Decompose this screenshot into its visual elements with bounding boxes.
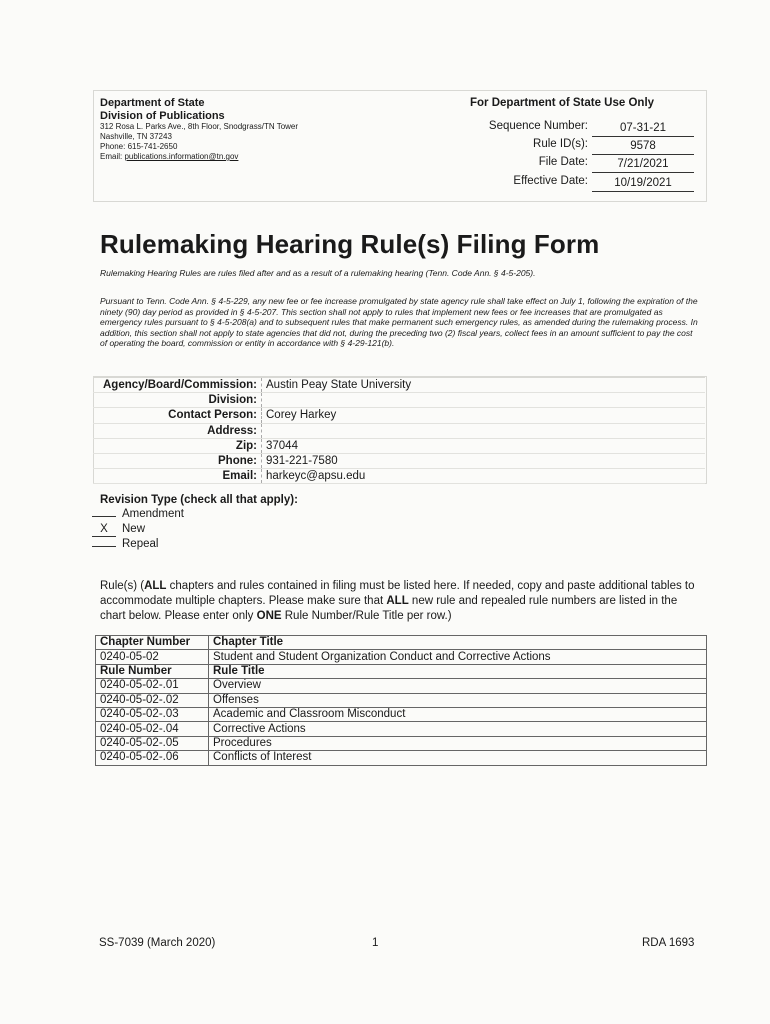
rule-title: Offenses [209, 693, 707, 707]
rule-number: 0240-05-02-.02 [96, 693, 209, 707]
department-block [100, 97, 298, 162]
rule-number: 0240-05-02-.03 [96, 707, 209, 721]
zip-value: 37044 [262, 438, 706, 453]
rule-id-label: Rule ID(s): [533, 138, 588, 150]
rules-instructions [100, 579, 700, 624]
file-date-label: File Date: [538, 156, 588, 168]
rule-id-row [440, 138, 700, 156]
amendment-checkbox[interactable] [92, 516, 116, 517]
file-date-value: 7/21/2021 [592, 156, 694, 173]
chapter-number-header: Chapter Number [96, 636, 209, 650]
revision-repeal [92, 538, 158, 552]
email-value: harkeyc@apsu.edu [262, 469, 706, 484]
rule-id-value: 9578 [592, 138, 694, 155]
note-text-3: new rule and repealed rule numbers are listed in the chart below. Please enter only [100, 595, 678, 622]
rule-title: Overview [209, 679, 707, 693]
note-text-1: Rule(s) ( [100, 580, 145, 592]
department-address: 312 Rosa L. Parks Ave., 8th Floor, Snodgrass/TN Tower [100, 122, 299, 131]
repeal-label: Repeal [122, 538, 159, 550]
address-value [262, 423, 706, 438]
phone-value: 931-221-7580 [262, 453, 706, 468]
rule-number-header: Rule Number [96, 664, 209, 678]
contact-value: Corey Harkey [262, 408, 706, 423]
chapter-number: 0240-05-02 [96, 650, 209, 664]
rule-title: Conflicts of Interest [209, 751, 707, 765]
zip-row [93, 438, 705, 453]
sequence-number-label: Sequence Number: [488, 120, 588, 132]
rule-number: 0240-05-02-.06 [96, 751, 209, 765]
effective-date-label: Effective Date: [513, 175, 588, 187]
footer-form-id: SS-7039 (March 2020) [99, 937, 216, 949]
agency-label: Agency/Board/Commission: [93, 378, 262, 393]
note-bold-3: ONE [256, 610, 282, 622]
note-text-4: Rule Number/Rule Title per row.) [281, 610, 452, 622]
chapter-header-row [96, 636, 707, 650]
table-row [96, 693, 707, 707]
intro-paragraph: Pursuant to Tenn. Code Ann. § 4-5-229, any new fee or fee increase promulgated by state agency rule shall take effect on July 1, following the expiration of the ninety (90) day period as provided in § 4-5-207. This section shall not apply to rules that implement new fees or fee increases that are promulgated as emergency rules pursuant to § 4-5-208(a) and to subsequent rules that make permanent such emergency rules, as amended during the rulemaking process. In addition, this section shall not apply to state agencies that did not, during the preceding two (2) fiscal years, collect fees in an amount sufficient to pay the cost of operating the board, commission or entity in accordance with § 4-29-121(b). [100, 296, 698, 349]
rule-title: Procedures [209, 736, 707, 750]
note-bold-2: ALL [386, 595, 409, 607]
department-city: Nashville, TN 37243 [100, 132, 172, 141]
table-row [96, 679, 707, 693]
note-bold-1: ALL [144, 580, 167, 592]
rule-number: 0240-05-02-.01 [96, 679, 209, 693]
rule-title: Academic and Classroom Misconduct [209, 707, 707, 721]
department-phone: Phone: 615-741-2650 [100, 142, 178, 151]
table-row [96, 751, 707, 765]
zip-label: Zip: [93, 438, 262, 453]
phone-label: Phone: [93, 453, 262, 468]
address-row [93, 423, 705, 438]
sequence-number-value: 07-31-21 [592, 120, 694, 137]
revision-new [92, 523, 145, 537]
form-title: Rulemaking Hearing Rule(s) Filing Form [100, 229, 600, 259]
department-email-link[interactable]: publications.information@tn.gov [124, 152, 239, 161]
table-row [96, 707, 707, 721]
department-email-line [100, 152, 298, 162]
contact-row [93, 408, 705, 423]
new-checkbox[interactable]: X [92, 523, 116, 537]
rule-number: 0240-05-02-.04 [96, 722, 209, 736]
agency-row [93, 378, 705, 393]
note-text-2: chapters and rules contained in filing must be listed here. If needed, copy and paste additional tables to accommodate multiple chapters. Please make sure that [100, 580, 695, 607]
chapter-row [96, 650, 707, 664]
chapter-title-header: Chapter Title [209, 636, 707, 650]
division-value [262, 393, 706, 408]
email-label: Email: [100, 152, 125, 161]
file-date-row [440, 156, 700, 174]
division-label: Division: [93, 393, 262, 408]
footer-rda: RDA 1693 [642, 937, 695, 949]
address-label: Address: [93, 423, 262, 438]
revision-amendment [92, 508, 184, 522]
agency-table [93, 377, 705, 484]
intro-line: Rulemaking Hearing Rules are rules filed after and as a result of a rulemaking hearing (Tenn. Code Ann. § 4-5-205). [100, 268, 536, 278]
rule-number: 0240-05-02-.05 [96, 736, 209, 750]
division-row [93, 393, 705, 408]
department-name: Department of State [100, 97, 205, 109]
effective-date-row [440, 175, 700, 193]
phone-row [93, 453, 705, 468]
table-row [96, 736, 707, 750]
email-row [93, 469, 705, 484]
repeal-checkbox[interactable] [92, 546, 116, 547]
effective-date-value: 10/19/2021 [592, 175, 694, 192]
footer-page-number: 1 [372, 937, 379, 949]
revision-type-heading: Revision Type (check all that apply): [100, 494, 298, 506]
use-only-title: For Department of State Use Only [470, 97, 655, 109]
new-label: New [122, 523, 146, 535]
chapter-title: Student and Student Organization Conduct and Corrective Actions [209, 650, 707, 664]
sequence-number-row [440, 120, 700, 138]
rules-table [95, 635, 707, 766]
rule-title-header: Rule Title [209, 664, 707, 678]
table-row [96, 722, 707, 736]
email-label-cell: Email: [93, 469, 262, 484]
rule-header-row [96, 664, 707, 678]
division-name: Division of Publications [100, 109, 225, 122]
agency-value: Austin Peay State University [262, 378, 706, 393]
contact-label: Contact Person: [93, 408, 262, 423]
rule-title: Corrective Actions [209, 722, 707, 736]
amendment-label: Amendment [122, 508, 185, 520]
